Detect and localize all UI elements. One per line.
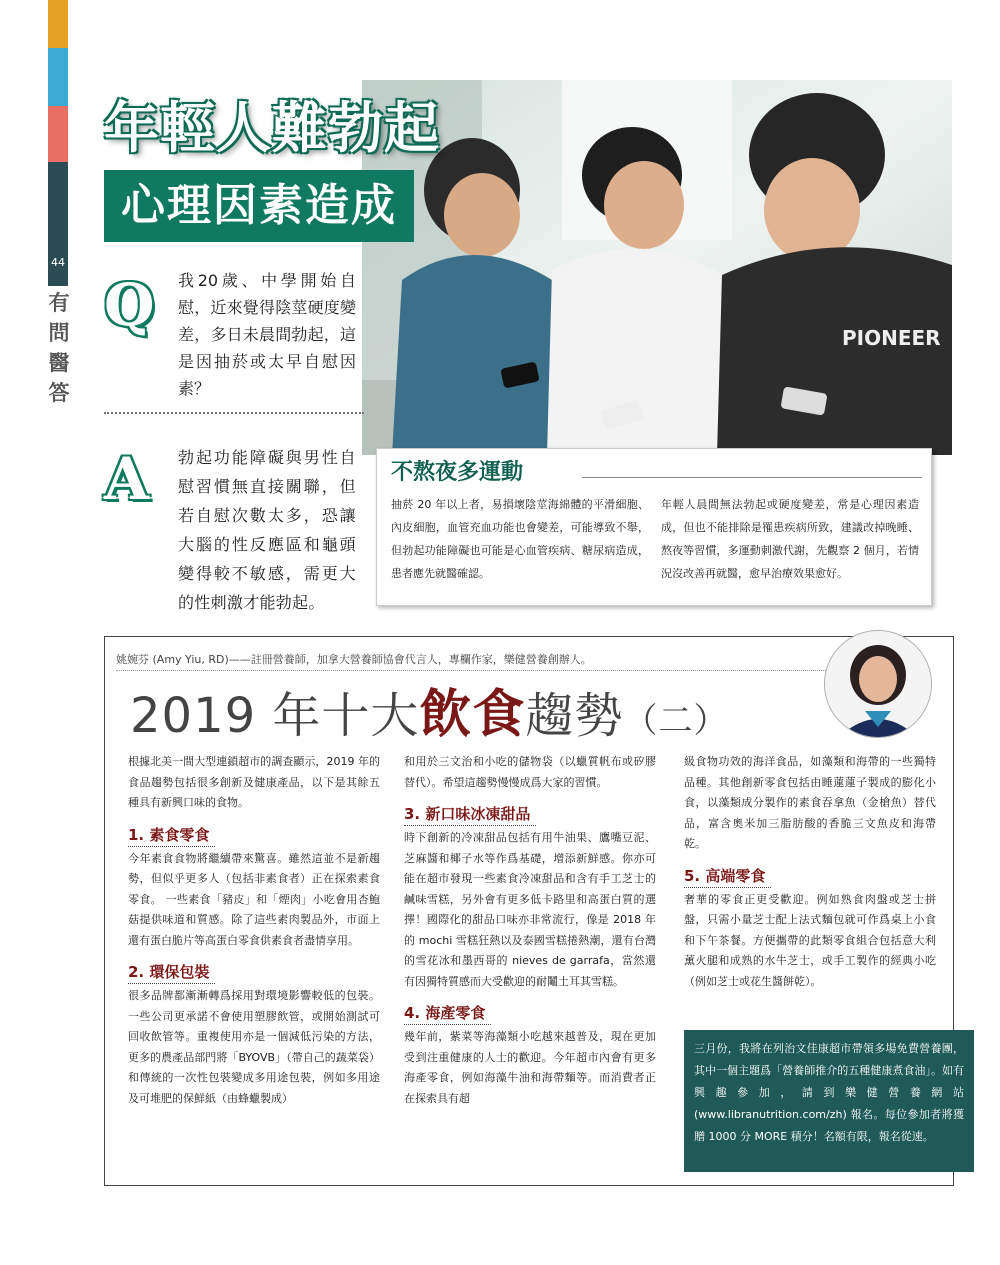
- section-title-3: 3. 新口味冰凍甜品: [404, 803, 536, 826]
- section-title-1: 1. 素食零食: [128, 824, 215, 847]
- article-title-part: （二）: [623, 701, 729, 741]
- author-byline: 姚婉芬 (Amy Yiu, RD)——註冊營養師，加拿大營養師協會代言人，專欄作家，樂健營養創辦人。: [116, 653, 592, 666]
- section-text-4-continued: 級食物功效的海洋食品，如藻類和海帶的一些獨特品種。其他創新零食包括由睡蓮蓮子製成的膨化小食，以藻類成分製作的素食吞拿魚（金槍魚）替代品，富含奧米加三脂肪酸的香脆三文魚皮和海帶乾。: [684, 755, 936, 850]
- sidebar-box: [376, 448, 932, 606]
- event-notice-box: 三月份，我將在列治文佳康超市帶領多場免費營養團，其中一個主題爲「營養師推介的五種健康煮食油」。如有興趣參加，請到樂健營養網站 (www.libranutrition.com/zh) 報名。每位參加者將獲贈 1000 分 MORE 積分！名額有限，報名從速。: [684, 1030, 974, 1172]
- headline-line1: 年輕人難勃起: [104, 96, 441, 160]
- sidebar-column-1: 抽菸 20 年以上者，易損壞陰莖海綿體的平滑細胞、內皮細胞，血管充血功能也會變差，可能導致不舉，但勃起功能障礙也可能是心血管疾病、糖尿病造成，患者應先就醫確認。: [391, 498, 649, 580]
- svg-text:PIONEER: PIONEER: [842, 326, 941, 350]
- color-stripe-red: [48, 106, 68, 162]
- article-column-1: [128, 752, 380, 1109]
- photo-young-men-phones: [362, 80, 952, 455]
- section-title-2: 2. 環保包裝: [128, 961, 215, 984]
- section-text-2-continued: 和用於三文治和小吃的儲物袋（以蠟質帆布或矽膠替代）。希望這趨勢慢慢成爲大家的習慣。: [404, 755, 656, 789]
- section-text-5: 奢華的零食正更受歡迎。例如熟食肉盤或芝士拼盤，只需小量芝士配上法式麵包就可作爲桌上小食和下午茶餐。方便攜帶的此類零食組合包括意大利薰火腿和成熟的水牛芝士，或手工製作的經典小吃（例如芝士或花生醬餅乾）。: [684, 892, 936, 988]
- article-title-emphasis: 飲食: [419, 685, 526, 745]
- headline-line2: 心理因素造成: [104, 170, 414, 242]
- magazine-section-name: 有問醫答: [48, 290, 70, 405]
- color-stripe-dark: [48, 162, 68, 248]
- question-text: 我20歲、中學開始自慰，近來覺得陰莖硬度變差，多日未晨間勃起，這是因抽菸或太早自慰因素？: [178, 271, 356, 398]
- sidebar-rule: [582, 477, 922, 478]
- question-letter: Q: [104, 271, 155, 339]
- article-intro: 根據北美一間大型連鎖超市的調查顯示，2019 年的食品趨勢包括很多創新及健康產品，以下是其餘五種具有新興口味的食物。: [128, 755, 380, 809]
- section-text-4: 幾年前，紫菜等海藻類小吃越來越普及，現在更加受到注重健康的人士的歡迎。今年超市內會有更多海產零食，例如海藻牛油和海帶麵等。而消費者正在探索具有超: [404, 1030, 656, 1105]
- section-title-5: 5. 高端零食: [684, 865, 771, 888]
- sidebar-column-2: 年輕人晨間無法勃起或硬度變差，常是心理因素造成，但也不能排除是罹患疾病所致，建議改掉晚睡、熬夜等習慣，多運動刺激代謝，先觀察 2 個月，若情況沒改善再就醫，愈早治療效果愈好。: [661, 498, 919, 580]
- section-text-2: 很多品牌都漸漸轉爲採用對環境影響較低的包裝。一些公司更承諾不會使用塑膠飲管，或開始測試可回收飲管等。重複使用亦是一個減低污染的方法，更多的農產品部門將「BYOVB」（帶自己的蔬菜袋）和傳統的一次性包裝變成多用途包裝，例如多用途及可堆肥的保鮮紙（由蜂蠟製成）: [128, 989, 380, 1105]
- sidebar-title: 不熬夜多運動: [391, 460, 524, 485]
- page-number: 44: [51, 256, 65, 269]
- answer-letter: A: [104, 445, 150, 513]
- article-column-2: [404, 752, 656, 1109]
- color-stripe-orange: [48, 0, 68, 48]
- article-title-post: 趨勢: [525, 688, 624, 744]
- byline-divider: [116, 670, 886, 671]
- section-title-4: 4. 海產零食: [404, 1002, 491, 1025]
- section-text-3: 時下創新的冷凍甜品包括有用牛油果、鷹嘴豆泥、芝麻醬和椰子水等作爲基礎，增添新鮮感。你亦可能在超市發現一些素食冷凍甜品和含有手工芝士的鹹味雪糕，另外會有更多低卡路里和高蛋白質的選擇！國際化的甜品口味亦非常流行，像是 2018 年的 mochi 雪糕狂熱以及泰國雪糕捲熱潮，還有台灣的雪花冰和墨西哥的 nieves de garrafa，當然還有因獨特質感而大受歡迎的耐鬮土耳其雪糕。: [404, 831, 656, 988]
- answer-text: 勃起功能障礙與男性自慰習慣無直接關聯，但若自慰次數太多，恐讓大腦的性反應區和龜頭變得較不敏感，需更大的性刺激才能勃起。: [178, 448, 356, 612]
- section-text-1: 今年素食食物將繼續帶來驚喜。雖然這並不是新趨勢，但似乎更多人（包括非素食者）正在探索素食零食。 一些素食「豬皮」和「煙肉」小吃會用杏鮑菇提供味道和質感。除了這些素肉製品外，市面上還有蛋白脆片等高蛋白零食供素食者盡情享用。: [128, 851, 380, 947]
- article-column-3: [684, 752, 936, 992]
- author-portrait: [824, 630, 932, 738]
- article-title: [130, 680, 728, 756]
- article-title-pre: 2019 年十大: [130, 688, 420, 744]
- color-stripe-blue: [48, 48, 68, 106]
- qa-divider: [104, 412, 364, 414]
